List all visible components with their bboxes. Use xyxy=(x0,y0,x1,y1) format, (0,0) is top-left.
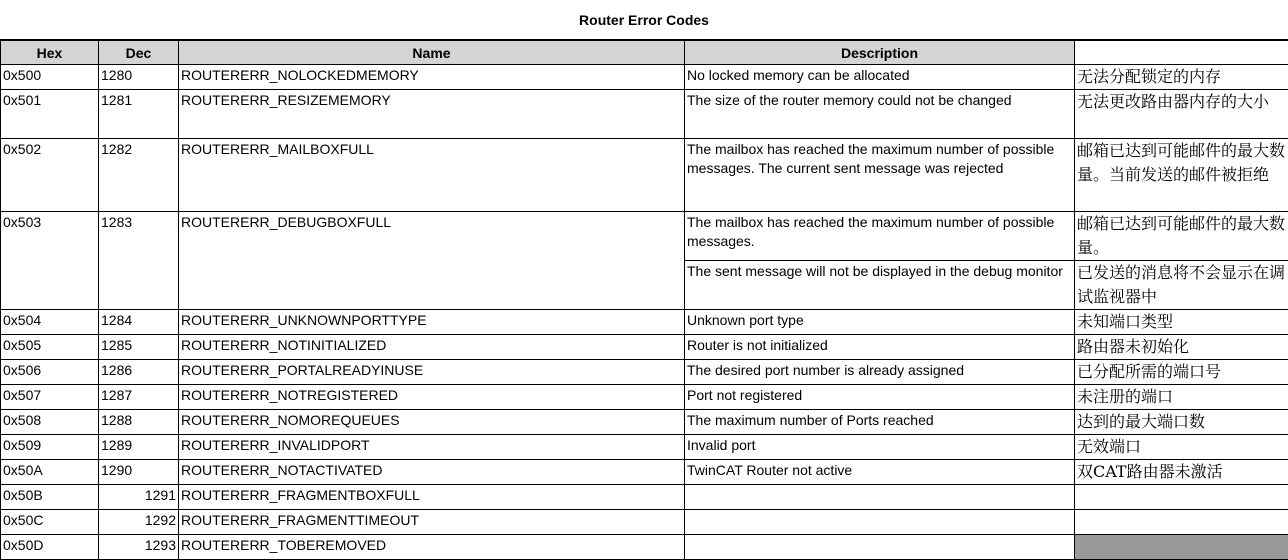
name-cell: ROUTERERR_NOTACTIVATED xyxy=(179,460,685,485)
name-cell: ROUTERERR_DEBUGBOXFULL xyxy=(179,212,685,310)
chinese-cell: 无法分配锁定的内存 xyxy=(1075,65,1288,90)
chinese-cell: 双CAT路由器未激活 xyxy=(1075,460,1288,485)
error-codes-table xyxy=(0,40,1288,560)
chinese-cell: 未注册的端口 xyxy=(1075,385,1288,410)
dec-cell: 1286 xyxy=(99,360,179,385)
header-description: Description xyxy=(685,41,1075,65)
table-row xyxy=(1,212,1288,261)
description-cell: Port not registered xyxy=(685,385,1075,410)
dec-cell: 1288 xyxy=(99,410,179,435)
dec-cell: 1282 xyxy=(99,139,179,212)
chinese-cell: 路由器未初始化 xyxy=(1075,335,1288,360)
dec-cell: 1285 xyxy=(99,335,179,360)
description-cell: The sent message will not be displayed in the debug monitor xyxy=(685,261,1075,310)
table-row xyxy=(1,90,1288,139)
hex-cell: 0x505 xyxy=(1,335,99,360)
name-cell: ROUTERERR_UNKNOWNPORTTYPE xyxy=(179,310,685,335)
table-row xyxy=(1,385,1288,410)
hex-cell: 0x50A xyxy=(1,460,99,485)
description-cell: The mailbox has reached the maximum number of possible messages. xyxy=(685,212,1075,261)
dec-cell: 1281 xyxy=(99,90,179,139)
description-cell xyxy=(685,485,1075,510)
hex-cell: 0x503 xyxy=(1,212,99,310)
header-hex: Hex xyxy=(1,41,99,65)
hex-cell: 0x502 xyxy=(1,139,99,212)
description-cell: Router is not initialized xyxy=(685,335,1075,360)
description-cell: The size of the router memory could not be changed xyxy=(685,90,1075,139)
header-name: Name xyxy=(179,41,685,65)
name-cell: ROUTERERR_NOMOREQUEUES xyxy=(179,410,685,435)
name-cell: ROUTERERR_TOBEREMOVED xyxy=(179,535,685,560)
chinese-cell: 邮箱已达到可能邮件的最大数量。 xyxy=(1075,212,1288,261)
name-cell: ROUTERERR_NOTREGISTERED xyxy=(179,385,685,410)
chinese-cell: 无效端口 xyxy=(1075,435,1288,460)
description-cell: Unknown port type xyxy=(685,310,1075,335)
description-cell: TwinCAT Router not active xyxy=(685,460,1075,485)
description-cell xyxy=(685,510,1075,535)
header-chinese xyxy=(1075,41,1288,65)
name-cell: ROUTERERR_INVALIDPORT xyxy=(179,435,685,460)
table-row xyxy=(1,335,1288,360)
name-cell: ROUTERERR_MAILBOXFULL xyxy=(179,139,685,212)
hex-cell: 0x508 xyxy=(1,410,99,435)
description-cell: The mailbox has reached the maximum number of possible messages. The current sent message was rejected xyxy=(685,139,1075,212)
dec-cell: 1291 xyxy=(99,485,179,510)
hex-cell: 0x509 xyxy=(1,435,99,460)
header-row xyxy=(1,41,1288,65)
header-dec: Dec xyxy=(99,41,179,65)
name-cell: ROUTERERR_PORTALREADYINUSE xyxy=(179,360,685,385)
chinese-cell: 已发送的消息将不会显示在调试监视器中 xyxy=(1075,261,1288,310)
dec-cell: 1290 xyxy=(99,460,179,485)
table-row xyxy=(1,485,1288,510)
table-title: Router Error Codes xyxy=(0,0,1288,40)
name-cell: ROUTERERR_NOLOCKEDMEMORY xyxy=(179,65,685,90)
chinese-cell: 邮箱已达到可能邮件的最大数量。当前发送的邮件被拒绝 xyxy=(1075,139,1288,212)
chinese-cell xyxy=(1075,485,1288,510)
chinese-cell: 无法更改路由器内存的大小 xyxy=(1075,90,1288,139)
hex-cell: 0x500 xyxy=(1,65,99,90)
chinese-cell xyxy=(1075,510,1288,535)
name-cell: ROUTERERR_NOTINITIALIZED xyxy=(179,335,685,360)
description-cell: No locked memory can be allocated xyxy=(685,65,1075,90)
description-cell xyxy=(685,535,1075,560)
description-cell: Invalid port xyxy=(685,435,1075,460)
chinese-cell: 达到的最大端口数 xyxy=(1075,410,1288,435)
dec-cell: 1289 xyxy=(99,435,179,460)
dec-cell: 1287 xyxy=(99,385,179,410)
hex-cell: 0x50D xyxy=(1,535,99,560)
dec-cell: 1280 xyxy=(99,65,179,90)
name-cell: ROUTERERR_FRAGMENTTIMEOUT xyxy=(179,510,685,535)
hex-cell: 0x506 xyxy=(1,360,99,385)
hex-cell: 0x507 xyxy=(1,385,99,410)
table-row xyxy=(1,360,1288,385)
dec-cell: 1283 xyxy=(99,212,179,310)
hex-cell: 0x504 xyxy=(1,310,99,335)
hex-cell: 0x50B xyxy=(1,485,99,510)
table-row xyxy=(1,65,1288,90)
dec-cell: 1293 xyxy=(99,535,179,560)
description-cell: The maximum number of Ports reached xyxy=(685,410,1075,435)
chinese-cell: 未知端口类型 xyxy=(1075,310,1288,335)
chinese-cell: 已分配所需的端口号 xyxy=(1075,360,1288,385)
hex-cell: 0x50C xyxy=(1,510,99,535)
table-row xyxy=(1,139,1288,212)
description-cell: The desired port number is already assigned xyxy=(685,360,1075,385)
chinese-cell-shaded xyxy=(1075,535,1288,560)
name-cell: ROUTERERR_RESIZEMEMORY xyxy=(179,90,685,139)
table-row xyxy=(1,435,1288,460)
table-row xyxy=(1,535,1288,560)
hex-cell: 0x501 xyxy=(1,90,99,139)
dec-cell: 1292 xyxy=(99,510,179,535)
name-cell: ROUTERERR_FRAGMENTBOXFULL xyxy=(179,485,685,510)
table-row xyxy=(1,410,1288,435)
table-row xyxy=(1,510,1288,535)
dec-cell: 1284 xyxy=(99,310,179,335)
table-row xyxy=(1,310,1288,335)
table-row xyxy=(1,460,1288,485)
